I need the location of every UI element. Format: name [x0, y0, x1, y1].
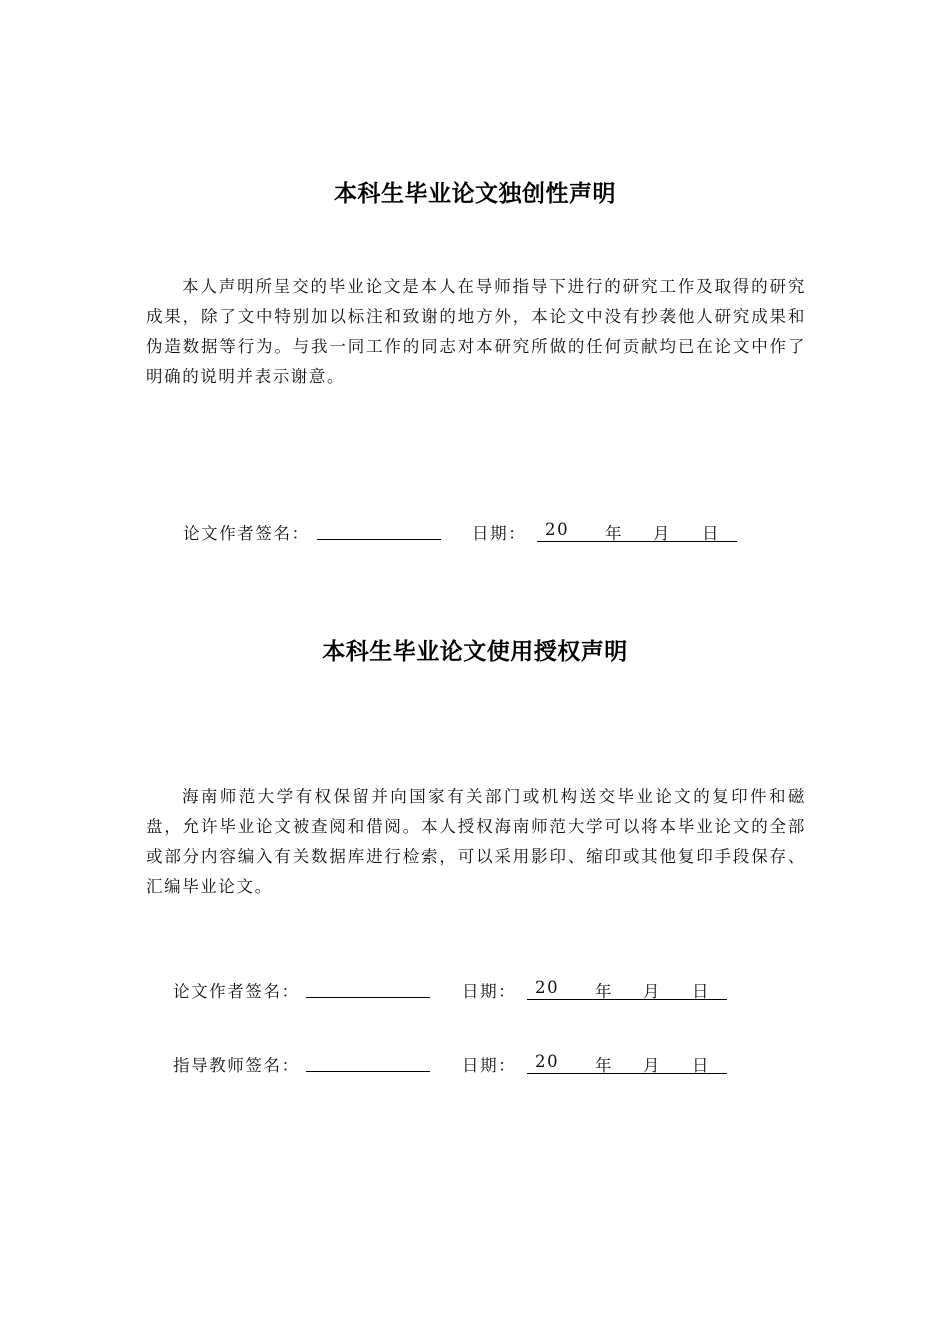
date-label: 日期：: [462, 982, 517, 1001]
advisor-signature-row: [173, 1052, 733, 1076]
date-month-unit: 月: [643, 1056, 662, 1075]
authorization-declaration-body: 海南师范大学有权保留并向国家有关部门或机构送交毕业论文的复印件和磁盘，允许毕业论文被查阅和借阅。本人授权海南师范大学可以将本毕业论文的全部或部分内容编入有关数据库进行检索，可以采用影印、缩印或其他复印手段保存、汇编毕业论文。: [146, 787, 806, 896]
originality-declaration-title: 本科生毕业论文独创性声明: [334, 181, 616, 207]
date-year-unit: 年: [595, 1056, 614, 1075]
date-day-unit: 日: [692, 982, 711, 1001]
date-day-unit: 日: [702, 524, 721, 543]
date-label: 日期：: [462, 1056, 517, 1075]
advisor-signature-label: 指导教师签名：: [173, 1056, 300, 1075]
originality-declaration-body: 本人声明所呈交的毕业论文是本人在导师指导下进行的研究工作及取得的研究成果，除了文中特别加以标注和致谢的地方外，本论文中没有抄袭他人研究成果和伪造数据等行为。与我一同工作的同志对本研究所做的任何贡献均已在论文中作了明确的说明并表示谢意。: [146, 277, 806, 386]
date-month-unit: 月: [643, 982, 662, 1001]
author-signature-row: [183, 520, 743, 544]
author-signature-label: 论文作者签名：: [183, 524, 310, 543]
author-signature-line[interactable]: [317, 539, 441, 540]
authorization-declaration-title: 本科生毕业论文使用授权声明: [322, 639, 628, 665]
date-month-unit: 月: [653, 524, 672, 543]
date-day-unit: 日: [692, 1056, 711, 1075]
author-signature-row: [173, 978, 733, 1002]
date-year-prefix: 20: [535, 1052, 560, 1071]
date-year-unit: 年: [595, 982, 614, 1001]
date-year-prefix: 20: [545, 520, 570, 539]
date-label: 日期：: [472, 524, 527, 543]
date-year-unit: 年: [605, 524, 624, 543]
advisor-signature-line[interactable]: [306, 1071, 430, 1072]
date-year-prefix: 20: [535, 978, 560, 997]
author-signature-line[interactable]: [306, 997, 430, 998]
author-signature-label: 论文作者签名：: [173, 982, 300, 1001]
